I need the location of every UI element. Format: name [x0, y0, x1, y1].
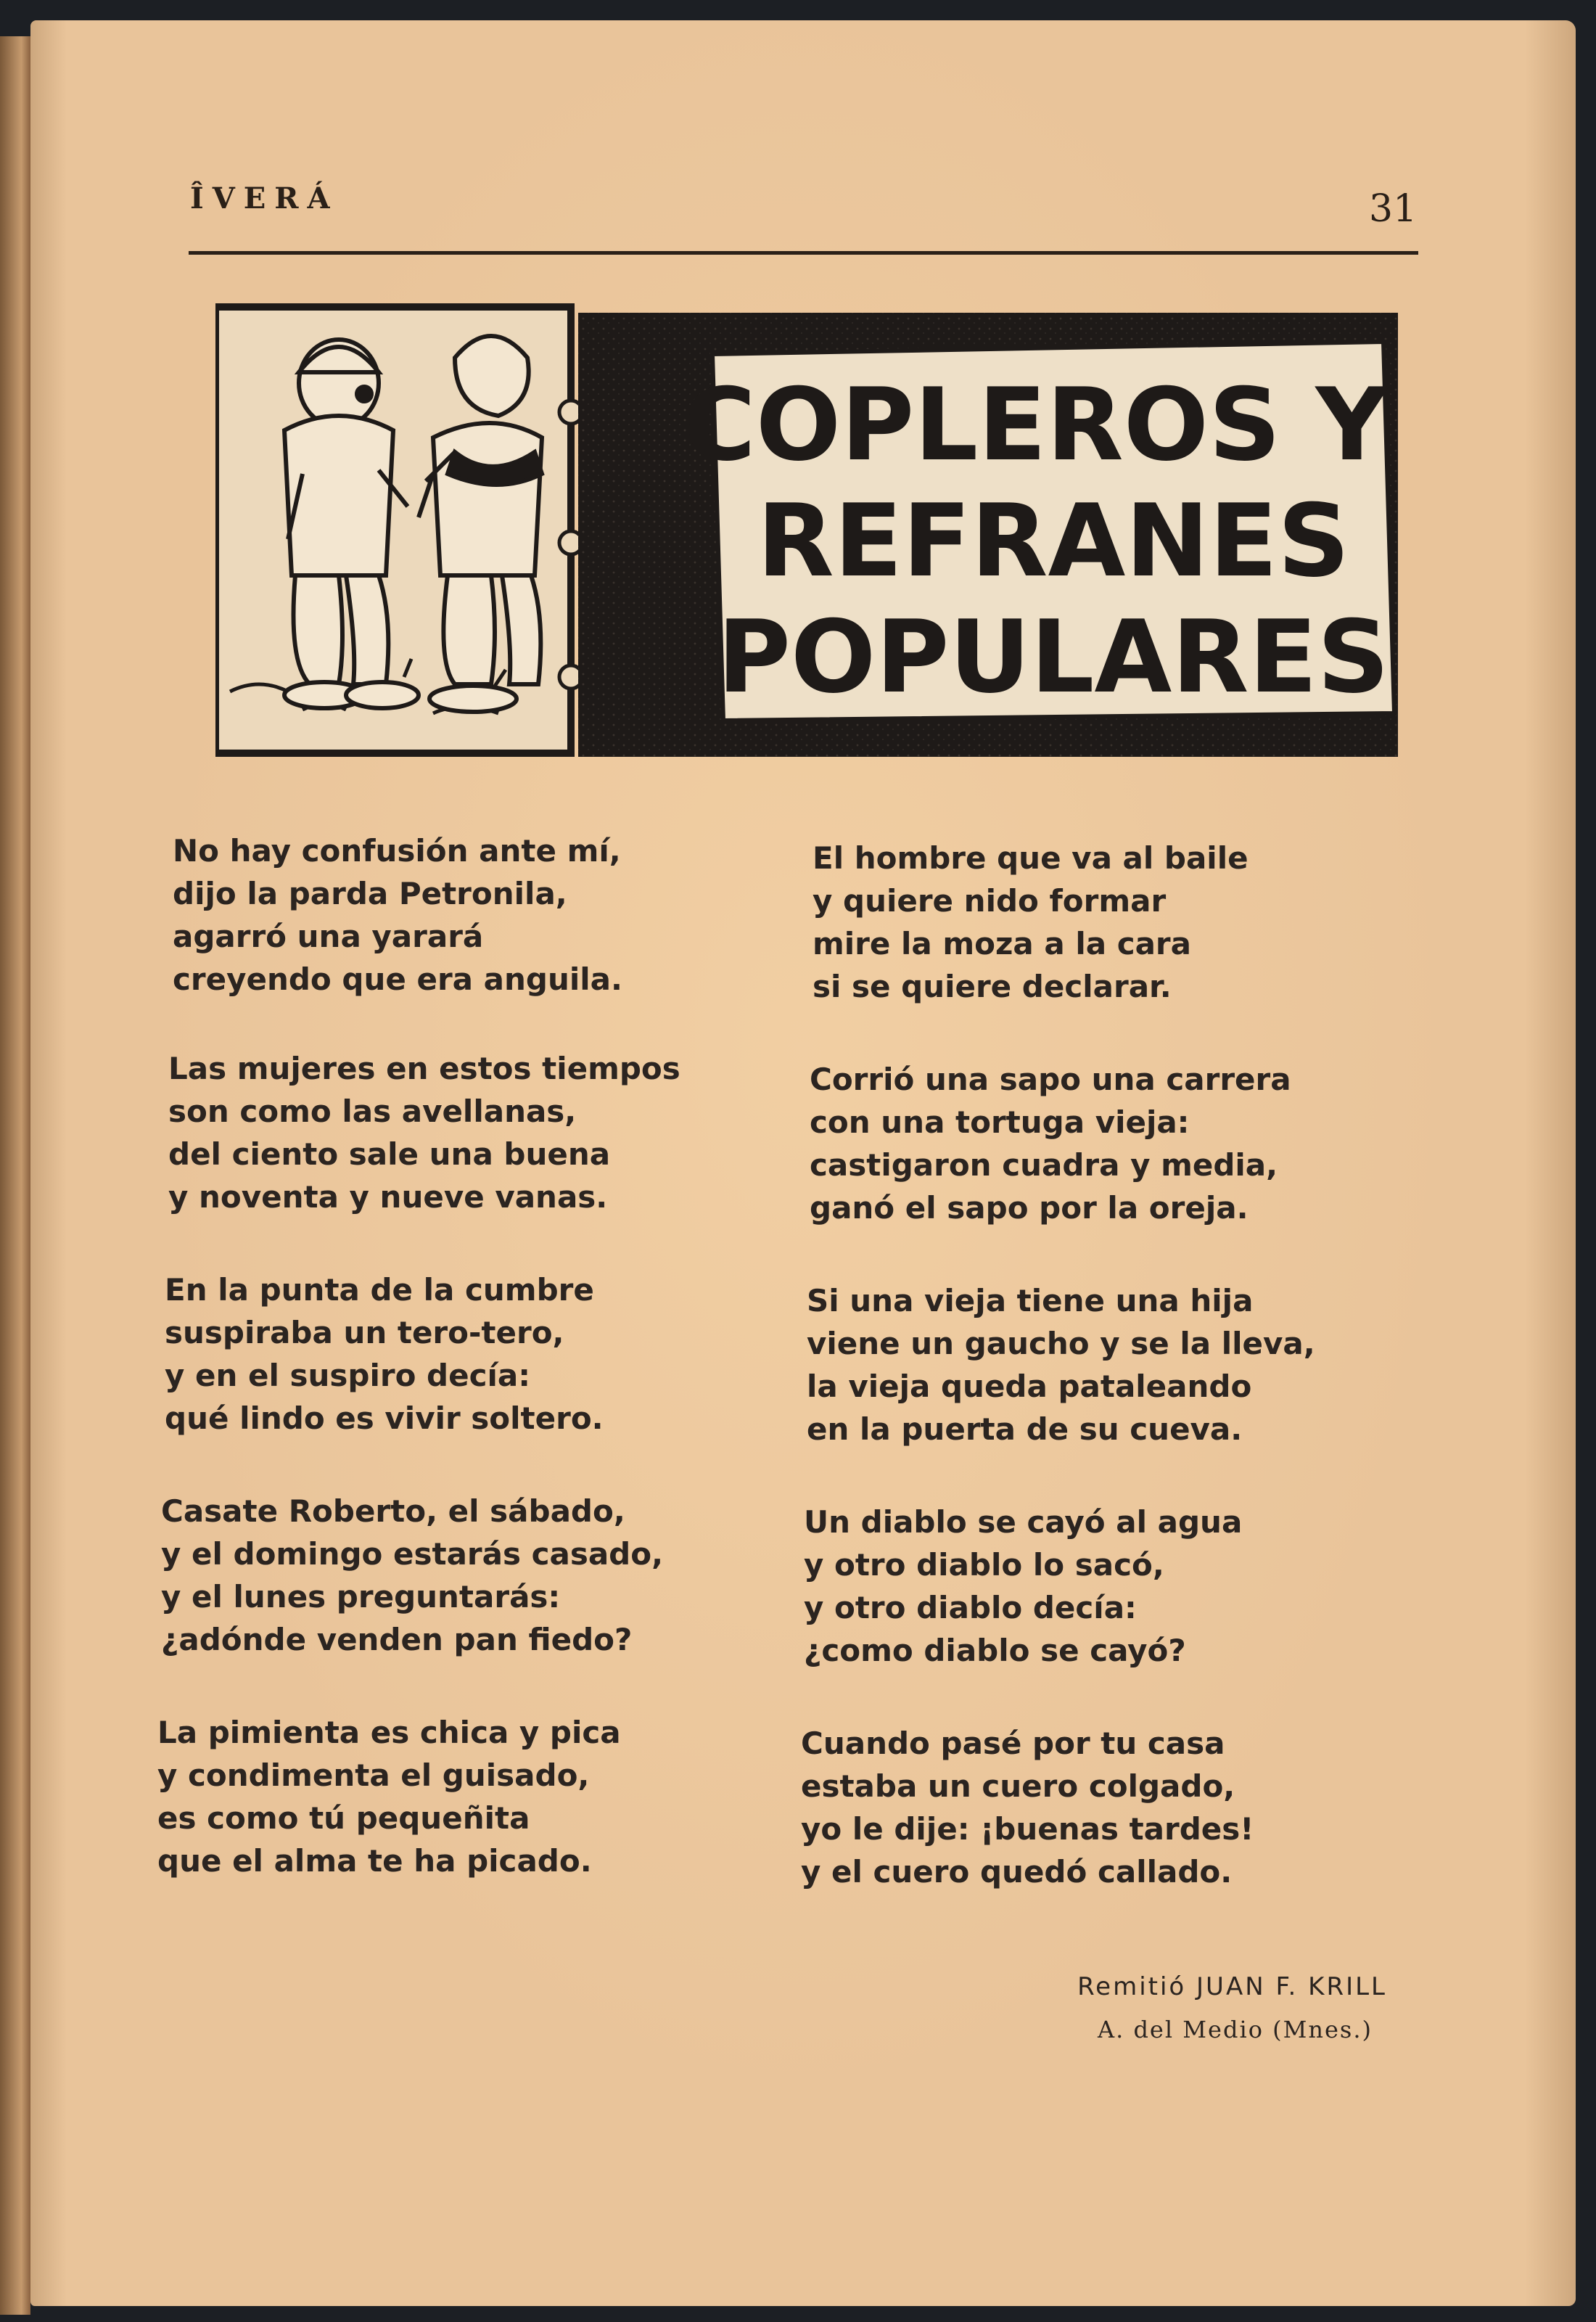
copla-right-5: [801, 1722, 1254, 1893]
copla-left-2: [168, 1047, 680, 1218]
verse-line: y otro diablo lo sacó,: [804, 1547, 1164, 1583]
verse-line: ¿adónde venden pan fiedo?: [161, 1622, 633, 1657]
verse-line: y el domingo estarás casado,: [161, 1536, 664, 1572]
running-head: ÎVERÁ: [190, 181, 339, 216]
verse-line: ¿como diablo se cayó?: [804, 1633, 1186, 1668]
page-number: 31: [1369, 187, 1418, 231]
verse-line: si se quiere declarar.: [813, 969, 1172, 1004]
verse-line: agarró una yarará: [173, 919, 484, 954]
verse-line: No hay confusión ante mí,: [173, 833, 621, 869]
copla-right-2: [810, 1058, 1291, 1229]
verse-line: la vieja queda pataleando: [807, 1369, 1252, 1404]
verse-line: castigaron cuadra y media,: [810, 1147, 1278, 1183]
copla-left-3: [165, 1268, 604, 1440]
copla-right-3: [807, 1279, 1315, 1451]
verse-line: Cuando pasé por tu casa: [801, 1726, 1225, 1761]
verse-line: y el cuero quedó callado.: [801, 1854, 1233, 1890]
verse-line: Un diablo se cayó al agua: [804, 1504, 1243, 1540]
verse-line: El hombre que va al baile: [813, 840, 1249, 876]
verse-line: y el lunes preguntarás:: [161, 1579, 561, 1615]
verse-line: es como tú pequeñita: [157, 1800, 530, 1836]
banner-title-line-2: REFRANES: [757, 483, 1350, 599]
facing-page-edge: [0, 36, 30, 2315]
header-rule: [189, 251, 1418, 255]
verse-line: mire la moza a la cara: [813, 926, 1191, 961]
verse-line: Casate Roberto, el sábado,: [161, 1493, 625, 1529]
verse-line: y en el suspiro decía:: [165, 1358, 531, 1393]
gauchos-illustration: [215, 307, 583, 753]
verse-line: en la puerta de su cueva.: [807, 1411, 1243, 1447]
contributor-place: A. del Medio (Mnes.): [1097, 2016, 1373, 2043]
contributor-credit: Remitió JUAN F. KRILL: [1077, 1972, 1387, 2001]
verse-line: viene un gaucho y se la lleva,: [807, 1326, 1315, 1361]
verse-line: con una tortuga vieja:: [810, 1104, 1190, 1140]
copla-left-4: [161, 1490, 663, 1661]
verse-line: qué lindo es vivir soltero.: [165, 1400, 604, 1436]
verse-line: y condimenta el guisado,: [157, 1757, 590, 1793]
copla-left-5: [157, 1711, 621, 1882]
verse-line: ganó el sapo por la oreja.: [810, 1190, 1249, 1226]
banner-title-line-3: POPULARES: [717, 599, 1390, 715]
copla-right-1: [813, 837, 1249, 1008]
verse-line: En la punta de la cumbre: [165, 1272, 594, 1308]
verse-line: Corrió una sapo una carrera: [810, 1062, 1291, 1097]
verse-line: del ciento sale una buena: [168, 1136, 611, 1172]
woodcut-banner: [215, 285, 1402, 764]
copla-left-1: [173, 829, 622, 1001]
banner-title-line-1: COPLEROS Y: [682, 366, 1389, 483]
verse-line: son como las avellanas,: [168, 1094, 577, 1129]
verse-line: Si una vieja tiene una hija: [807, 1283, 1254, 1318]
verse-line: que el alma te ha picado.: [157, 1843, 592, 1879]
copla-right-4: [804, 1501, 1242, 1672]
verse-line: y otro diablo decía:: [804, 1590, 1137, 1625]
verse-line: estaba un cuero colgado,: [801, 1768, 1235, 1804]
verse-line: yo le dije: ¡buenas tardes!: [801, 1811, 1254, 1847]
verse-line: y quiere nido formar: [813, 883, 1167, 919]
book-page: [30, 20, 1576, 2306]
verse-line: Las mujeres en estos tiempos: [168, 1051, 680, 1086]
verse-line: dijo la parda Petronila,: [173, 876, 567, 911]
verse-line: creyendo que era anguila.: [173, 961, 622, 997]
verse-line: La pimienta es chica y pica: [157, 1715, 621, 1750]
verse-line: y noventa y nueve vanas.: [168, 1179, 608, 1215]
verse-line: suspiraba un tero-tero,: [165, 1315, 564, 1350]
